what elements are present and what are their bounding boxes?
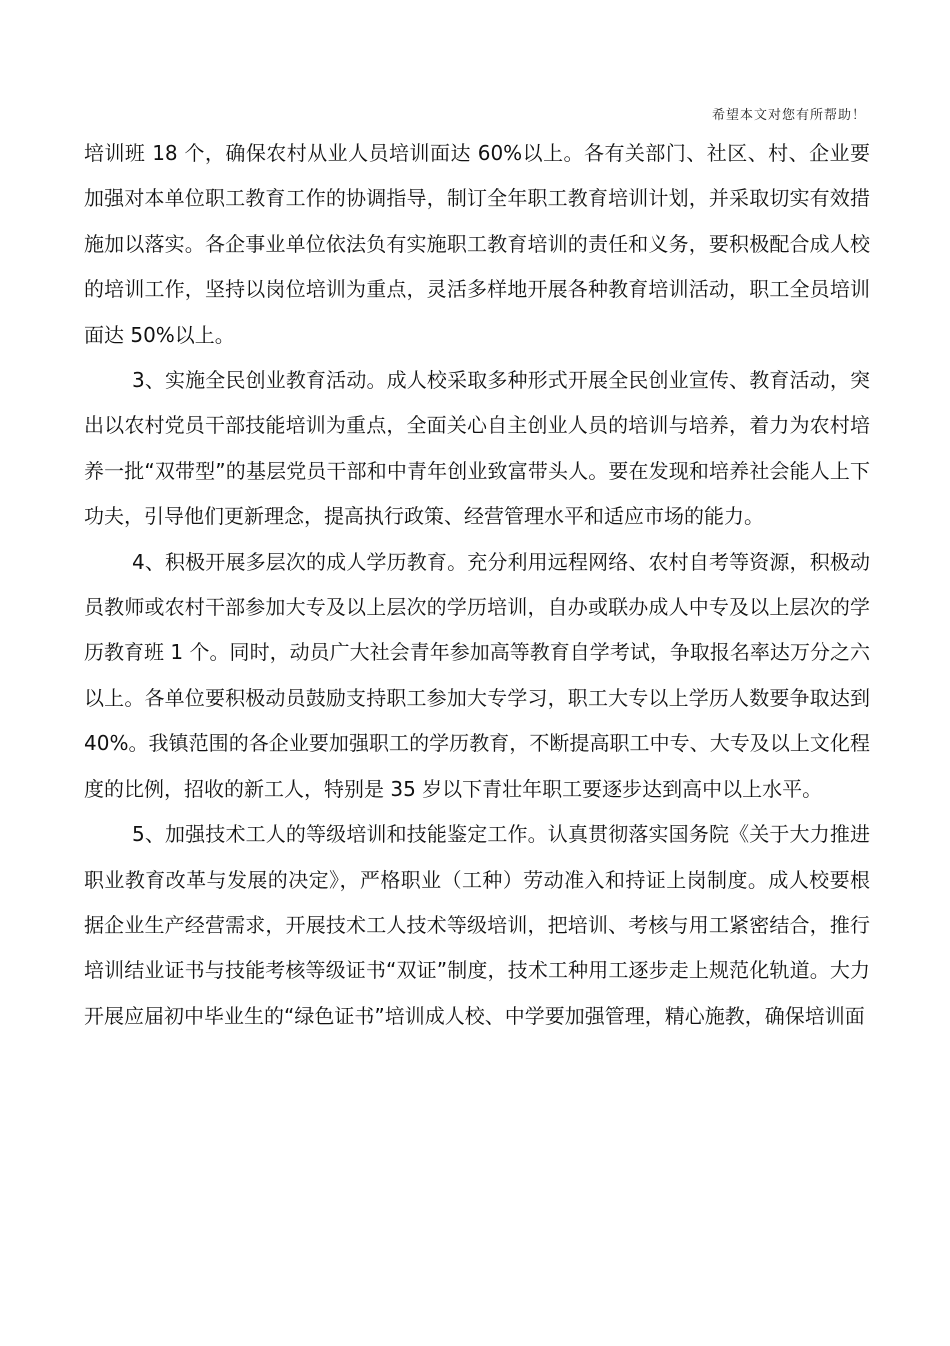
paragraph-item-5: 5、加强技术工人的等级培训和技能鉴定工作。认真贯彻落实国务院《关于大力推进职业教育改革与发展的决定》，严格职业（工种）劳动准入和持证上岗制度。成人校要根据企业生产经营需求，开展技术工人技术等级培训，把培训、考核与用工紧密结合，推行培训结业证书与技能考核等级证书“双证”制度，技术工种用工逐步走上规范化轨道。大力开展应届初中毕业生的“绿色证书”培训成人校、中学要加强管理，精心施教，确保培训面 [84,822,870,1028]
paragraph-item-3: 3、实施全民创业教育活动。成人校采取多种形式开展全民创业宣传、教育活动，突出以农村党员干部技能培训为重点，全面关心自主创业人员的培训与培养，着力为农村培养一批“双带型”的基层党员干部和中青年创业致富带头人。要在发现和培养社会能人上下功夫，引导他们更新理念，提高执行政策、经营管理水平和适应市场的能力。 [84,368,870,529]
paragraph-item-4: 4、积极开展多层次的成人学历教育。充分利用远程网络、农村自考等资源，积极动员教师或农村干部参加大专及以上层次的学历培训，自办或联办成人中专及以上层次的学历教育班 1 个。同时，动员广大社会青年参加高等教育自学考试，争取报名率达万分之六以上。各单位要积极动员鼓励支持职工参加大专学习，职工大专以上学历人数要争取达到 40%。我镇范围的各企业要加强职工的学历教育，不断提高职工中专、大专及以上文化程度的比例，招收的新工人，特别是 35 岁以下青壮年职工要逐步达到高中以上水平。 [84,549,870,801]
document-body [84,131,870,1039]
paragraph-continuation: 培训班 18 个，确保农村从业人员培训面达 60%以上。各有关部门、社区、村、企业要加强对本单位职工教育工作的协调指导，制订全年职工教育培训计划，并采取切实有效措施加以落实。各企事业单位依法负有实施职工教育培训的责任和义务，要积极配合成人校的培训工作，坚持以岗位培训为重点，灵活多样地开展各种教育培训活动，职工全员培训面达 50%以上。 [84,141,870,347]
header-note: 希望本文对您有所帮助！ [711,108,866,123]
